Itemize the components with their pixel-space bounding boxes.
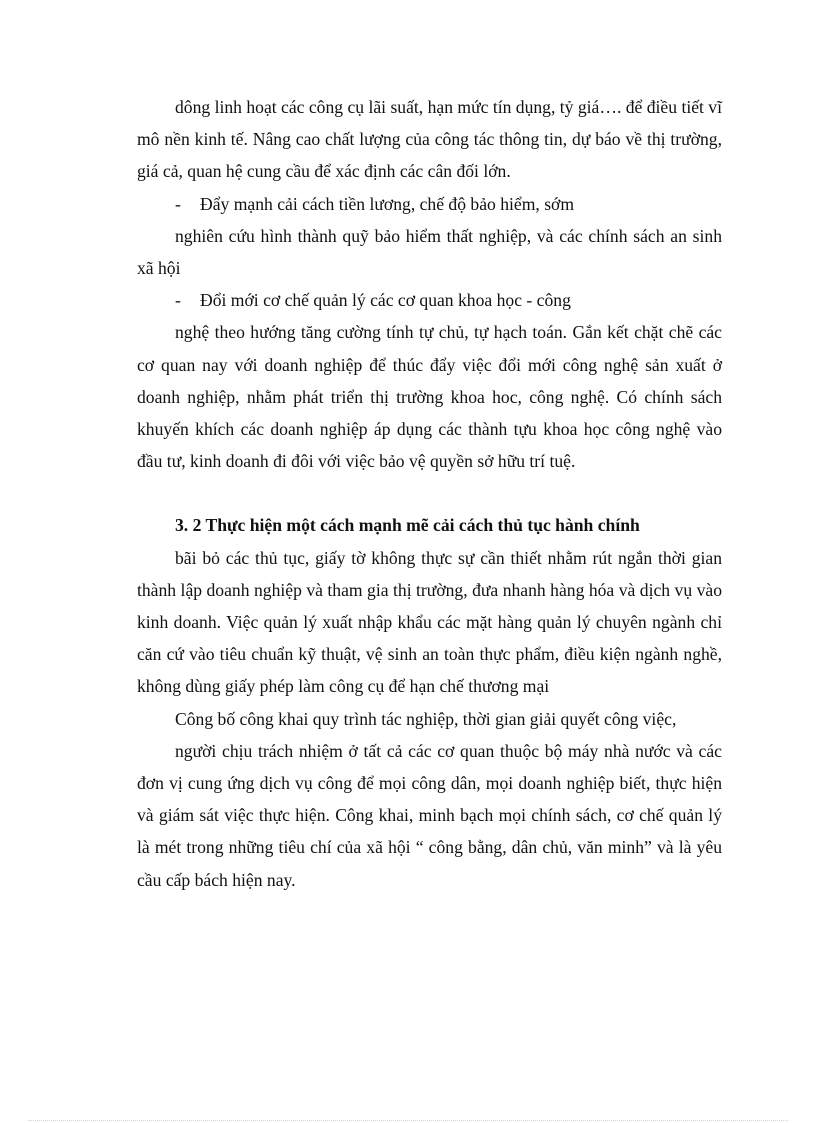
paragraph-3: nghệ theo hướng tăng cường tính tự chủ, tự hạch toán. Gắn kết chặt chẽ các cơ quan nay với doanh nghiệp để thúc đẩy việc đổi mới công nghệ sản xuất ở doanh nghiệp, nhằm phát triển thị trường khoa hoc, công nghệ. Có chính sách khuyến khích các doanh nghiệp áp dụng các thành tựu khoa học công nghệ vào đầu tư, kinh doanh đi đôi với việc bảo vệ quyền sở hữu trí tuệ. bbox=[137, 322, 722, 472]
bullet-item-2 bbox=[137, 284, 722, 316]
bullet-dash-1: - bbox=[175, 193, 181, 214]
bullet-text-2: Đổi mới cơ chế quản lý các cơ quan khoa học - công bbox=[200, 290, 571, 311]
paragraph-5: Công bố công khai quy trình tác nghiệp, thời gian giải quyết công việc, bbox=[175, 708, 677, 729]
paragraph-2: nghiên cứu hình thành quỹ bảo hiểm thất nghiệp, và các chính sách an sinh xã hội bbox=[137, 225, 722, 279]
paragraph-4: bãi bỏ các thủ tục, giấy tờ không thực sự cần thiết nhằm rút ngắn thời gian thành lập doanh nghiệp và tham gia thị trường, đưa nhanh hàng hóa và dịch vụ vào kinh doanh. Việc quản lý xuất nhập khẩu các mặt hàng quản lý chuyên ngành chỉ căn cứ vào tiêu chuẩn kỹ thuật, vệ sinh an toàn thực phẩm, điều kiện ngành nghề, không dùng giấy phép làm công cụ để hạn chế thương mại bbox=[137, 547, 722, 697]
page-content bbox=[137, 91, 722, 896]
section-heading: 3. 2 Thực hiện một cách mạnh mẽ cải cách thủ tục hành chính bbox=[175, 515, 640, 536]
bullet-item-1 bbox=[137, 188, 722, 220]
paragraph-6: người chịu trách nhiệm ở tất cả các cơ quan thuộc bộ máy nhà nước và các đơn vị cung ứng dịch vụ công để mọi công dân, mọi doanh nghiệp biết, thực hiện và giám sát việc thực hiện. Công khai, minh bạch mọi chính sách, cơ chế quản lý là mét trong những tiêu chí của xã hội “ công bằng, dân chủ, văn minh” và là yêu cầu cấp bách hiện nay. bbox=[137, 740, 722, 890]
bullet-dash-2: - bbox=[175, 290, 181, 311]
bullet-text-1: Đẩy mạnh cải cách tiền lương, chế độ bảo hiểm, sớm bbox=[200, 193, 575, 214]
footer-divider bbox=[28, 1120, 788, 1121]
paragraph-1: dông linh hoạt các công cụ lãi suất, hạn mức tín dụng, tỷ giá…. để điều tiết vĩ mô nền kinh tế. Nâng cao chất lượng của công tác thông tin, dự báo về thị trường, giá cả, quan hệ cung cầu để xác định các cân đối lớn. bbox=[137, 97, 722, 182]
